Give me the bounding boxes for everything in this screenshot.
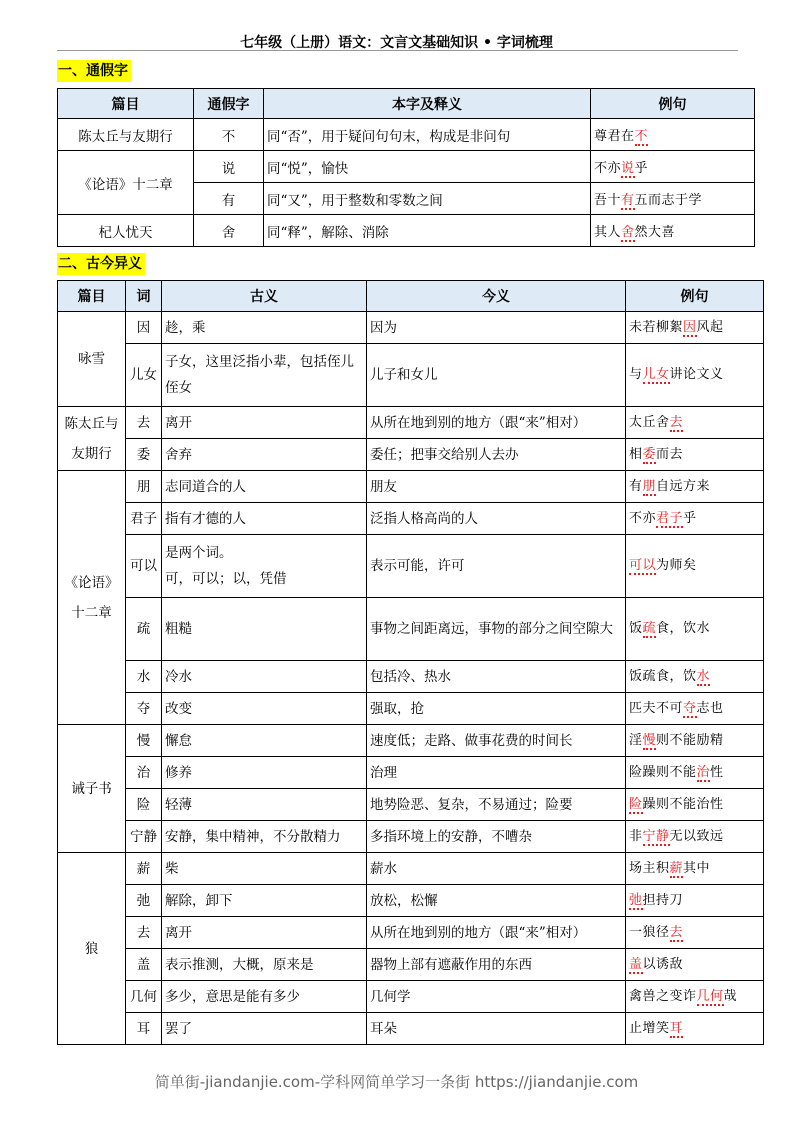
highlighted-word: 君子	[656, 510, 684, 526]
highlighted-word: 去	[669, 414, 684, 430]
old-meaning-cell: 解除，卸下	[162, 885, 367, 917]
highlighted-word: 盖	[629, 956, 643, 972]
work-title-cell	[58, 471, 126, 725]
highlighted-word: 因	[683, 319, 697, 335]
table-row	[58, 344, 764, 407]
table-row	[58, 535, 764, 598]
new-meaning-cell: 强取，抢	[367, 693, 626, 725]
highlighted-word: 几何	[696, 988, 724, 1004]
word-cell: 疏	[126, 598, 162, 661]
col-header-meaning: 本字及释义	[264, 89, 591, 119]
highlighted-word: 委	[642, 446, 657, 462]
table-row	[58, 693, 764, 725]
highlighted-word: 去	[669, 924, 684, 940]
old-meaning-cell: 柴	[162, 853, 367, 885]
example-cell: 太丘舍去	[626, 407, 764, 439]
col-header-title: 篇目	[58, 281, 126, 312]
table-row	[58, 853, 764, 885]
work-title-cell	[58, 725, 126, 853]
new-meaning-cell: 儿子和女儿	[367, 344, 626, 407]
meaning-cell: 同“释”，解除、消除	[264, 215, 591, 247]
old-meaning-cell: 离开	[162, 917, 367, 949]
old-meaning-cell: 趁，乘	[162, 312, 367, 344]
table-row	[58, 407, 764, 439]
new-meaning-cell: 薪水	[367, 853, 626, 885]
word-cell: 险	[126, 789, 162, 821]
example-cell: 饭疏食，饮水	[626, 598, 764, 661]
table-row	[58, 151, 755, 183]
tongjia-table	[57, 88, 755, 247]
new-meaning-cell: 从所在地到别的地方（跟“来”相对）	[367, 407, 626, 439]
old-meaning-cell: 懈怠	[162, 725, 367, 757]
table-row	[58, 949, 764, 981]
example-cell: 相委而去	[626, 439, 764, 471]
word-cell: 几何	[126, 981, 162, 1013]
table-row	[58, 917, 764, 949]
new-meaning-cell: 地势险恶、复杂，不易通过；险要	[367, 789, 626, 821]
word-cell: 盖	[126, 949, 162, 981]
highlighted-word: 不	[634, 129, 649, 144]
tongjia-char-cell: 舍	[194, 215, 264, 247]
word-cell: 弛	[126, 885, 162, 917]
highlighted-word: 朋	[642, 478, 657, 494]
highlighted-word: 有	[621, 193, 635, 208]
work-title-cell: 陈太丘与友期行	[58, 119, 194, 151]
table-row	[58, 119, 755, 151]
old-meaning-cell: 子女，这里泛指小辈，包括侄儿侄女	[162, 344, 367, 407]
meaning-cell: 同“否”，用于疑问句句末，构成是非问句	[264, 119, 591, 151]
example-cell: 一狼径去	[626, 917, 764, 949]
old-meaning-cell: 轻薄	[162, 789, 367, 821]
tongjia-char-cell: 有	[194, 183, 264, 215]
old-meaning-cell: 修养	[162, 757, 367, 789]
new-meaning-cell: 多指环境上的安静，不嘈杂	[367, 821, 626, 853]
col-header-example: 例句	[626, 281, 764, 312]
word-cell: 水	[126, 661, 162, 693]
table-row	[58, 757, 764, 789]
highlighted-word: 说	[621, 161, 635, 176]
example-cell: 可以为师矣	[626, 535, 764, 598]
word-cell: 去	[126, 407, 162, 439]
highlighted-word: 水	[696, 668, 711, 684]
old-meaning-cell: 安静，集中精神，不分散精力	[162, 821, 367, 853]
new-meaning-cell: 耳朵	[367, 1013, 626, 1045]
old-meaning-cell: 是两个词。 可，可以；以，凭借	[162, 535, 367, 598]
example-cell: 场主积薪其中	[626, 853, 764, 885]
new-meaning-cell: 包括冷、热水	[367, 661, 626, 693]
old-meaning-cell: 冷水	[162, 661, 367, 693]
example-cell: 饭疏食，饮水	[626, 661, 764, 693]
work-title-text: 诫子书	[71, 780, 112, 797]
meaning-cell: 同“又”，用于整数和零数之间	[264, 183, 591, 215]
title-divider	[57, 50, 738, 51]
example-cell: 其人舍然大喜	[591, 215, 755, 247]
example-cell: 匹夫不可夺志也	[626, 693, 764, 725]
tongjia-char-cell: 不	[194, 119, 264, 151]
highlighted-word: 可以	[629, 558, 657, 573]
old-meaning-cell: 指有才德的人	[162, 503, 367, 535]
word-cell: 可以	[126, 535, 162, 598]
old-meaning-cell: 志同道合的人	[162, 471, 367, 503]
table-row	[58, 981, 764, 1013]
table-row	[58, 471, 764, 503]
work-title-cell: 《论语》十二章	[58, 151, 194, 215]
new-meaning-cell: 泛指人格高尚的人	[367, 503, 626, 535]
col-header-char: 通假字	[194, 89, 264, 119]
work-title-text: 咏雪	[78, 351, 105, 367]
example-cell: 不亦君子乎	[626, 503, 764, 535]
new-meaning-cell: 委任；把事交给别人去办	[367, 439, 626, 471]
example-cell: 与儿女讲论文义	[626, 344, 764, 407]
col-header-title: 篇目	[58, 89, 194, 119]
new-meaning-cell: 几何学	[367, 981, 626, 1013]
example-cell: 非宁静无以致远	[626, 821, 764, 853]
example-cell: 未若柳絮因风起	[626, 312, 764, 344]
old-meaning-cell: 离开	[162, 407, 367, 439]
new-meaning-cell: 放松，松懈	[367, 885, 626, 917]
word-cell: 宁静	[126, 821, 162, 853]
example-cell: 止增笑耳	[626, 1013, 764, 1045]
tongjia-char-cell: 说	[194, 151, 264, 183]
work-title-text: 狼	[84, 940, 99, 957]
old-meaning-cell: 表示推测，大概，原来是	[162, 949, 367, 981]
highlighted-word: 弛	[629, 892, 643, 908]
table-row	[58, 312, 764, 344]
word-cell: 薪	[126, 853, 162, 885]
example-cell: 禽兽之变诈几何哉	[626, 981, 764, 1013]
work-title-cell	[58, 853, 126, 1045]
word-cell: 因	[126, 312, 162, 344]
example-cell: 淫慢则不能励精	[626, 725, 764, 757]
highlighted-word: 舍	[621, 225, 635, 240]
work-title-cell	[58, 407, 126, 471]
old-meaning-cell: 罢了	[162, 1013, 367, 1045]
new-meaning-cell: 速度低；走路、做事花费的时间长	[367, 725, 626, 757]
old-meaning-cell: 改变	[162, 693, 367, 725]
word-cell: 委	[126, 439, 162, 471]
highlighted-word: 夺	[683, 700, 697, 716]
word-cell: 去	[126, 917, 162, 949]
table-row	[58, 1013, 764, 1045]
table-row	[58, 503, 764, 535]
new-meaning-cell: 治理	[367, 757, 626, 789]
table-row	[58, 215, 755, 247]
example-cell: 险躁则不能治性	[626, 757, 764, 789]
work-title-cell	[58, 312, 126, 407]
work-title-text: 陈太丘与友期行	[64, 415, 119, 462]
word-cell: 耳	[126, 1013, 162, 1045]
col-header-example: 例句	[591, 89, 755, 119]
new-meaning-cell: 从所在地到别的地方（跟“来”相对）	[367, 917, 626, 949]
example-cell: 弛担持刀	[626, 885, 764, 917]
old-meaning-cell: 舍弃	[162, 439, 367, 471]
work-title-text: 《论语》十二章	[64, 574, 119, 621]
col-header-old-meaning: 古义	[162, 281, 367, 312]
example-cell: 不亦说乎	[591, 151, 755, 183]
new-meaning-cell: 朋友	[367, 471, 626, 503]
gujin-table	[57, 280, 764, 1045]
word-cell: 君子	[126, 503, 162, 535]
new-meaning-cell: 表示可能，许可	[367, 535, 626, 598]
highlighted-word: 宁静	[642, 828, 670, 844]
meaning-cell: 同“悦”，愉快	[264, 151, 591, 183]
highlighted-word: 治	[696, 764, 711, 780]
highlighted-word: 疏	[642, 621, 657, 636]
example-cell: 吾十有五而志于学	[591, 183, 755, 215]
table-row	[58, 725, 764, 757]
table-row	[58, 598, 764, 661]
highlighted-word: 耳	[669, 1020, 684, 1036]
highlighted-word: 薪	[669, 860, 684, 876]
word-cell: 夺	[126, 693, 162, 725]
table-row	[58, 789, 764, 821]
highlighted-word: 慢	[642, 732, 657, 748]
footer-watermark: 简单街-jiandanjie.com-学科网简单学习一条街 https://jiandanjie.com	[154, 1073, 639, 1091]
example-cell: 有朋自远方来	[626, 471, 764, 503]
new-meaning-cell: 器物上部有遮蔽作用的东西	[367, 949, 626, 981]
table-row	[58, 439, 764, 471]
word-cell: 治	[126, 757, 162, 789]
section2-heading: 二、古今异义	[57, 253, 145, 275]
work-title-cell: 杞人忧天	[58, 215, 194, 247]
word-cell: 慢	[126, 725, 162, 757]
new-meaning-cell: 事物之间距离远，事物的部分之间空隙大	[367, 598, 626, 661]
section1-heading: 一、通假字	[57, 60, 131, 82]
col-header-word: 词	[126, 281, 162, 312]
page-title: 七年级（上册）语文：文言文基础知识 • 字词梳理	[240, 35, 553, 51]
old-meaning-cell: 多少，意思是能有多少	[162, 981, 367, 1013]
highlighted-word: 儿女	[642, 367, 670, 382]
word-cell: 朋	[126, 471, 162, 503]
table-row	[58, 885, 764, 917]
table-row	[58, 661, 764, 693]
table-row	[58, 821, 764, 853]
example-cell: 盖以诱敌	[626, 949, 764, 981]
word-cell: 儿女	[126, 344, 162, 407]
old-meaning-cell: 粗糙	[162, 598, 367, 661]
col-header-new-meaning: 今义	[367, 281, 626, 312]
example-cell: 尊君在不	[591, 119, 755, 151]
example-cell: 险躁则不能治性	[626, 789, 764, 821]
highlighted-word: 险	[629, 796, 643, 812]
new-meaning-cell: 因为	[367, 312, 626, 344]
